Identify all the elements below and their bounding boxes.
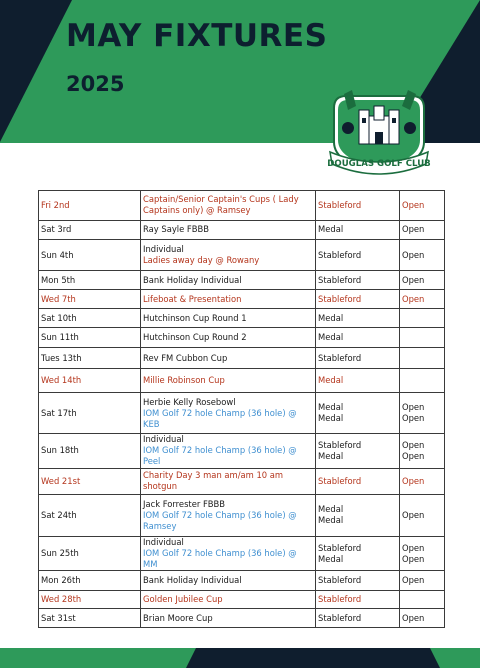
fixture-entry — [400, 369, 445, 393]
fixture-event-line: Golden Jubilee Cup — [143, 594, 223, 605]
fixture-date: Sat 24th — [39, 494, 141, 536]
fixture-event-line: Captain/Senior Captain's Cups ( Lady Captains only) @ Ramsey — [143, 194, 299, 216]
fixture-date: Wed 21st — [39, 468, 141, 494]
fixture-format-value: Stableford — [318, 249, 362, 260]
table-row — [39, 590, 445, 608]
fixture-format-value: Stableford — [318, 594, 362, 605]
fixture-entry-value: Open — [402, 612, 425, 623]
fixture-format-value: Stableford — [318, 274, 362, 285]
table-row — [39, 240, 445, 271]
fixture-entry — [400, 393, 445, 434]
fixture-entry-value: Open — [402, 439, 425, 450]
fixture-date: Sat 3rd — [39, 220, 141, 239]
fixture-date: Mon 5th — [39, 270, 141, 289]
fixture-format — [316, 434, 400, 469]
fixture-format — [316, 347, 400, 369]
fixture-entry — [400, 536, 445, 571]
fixture-format-value: Medal — [318, 450, 344, 461]
fixture-date: Wed 14th — [39, 369, 141, 393]
fixture-event-line: Brian Moore Cup — [143, 612, 213, 623]
fixture-event-line: Individual — [143, 244, 184, 255]
fixture-event — [141, 393, 316, 434]
fixture-entry-value: Open — [402, 553, 425, 564]
fixture-event — [141, 571, 316, 590]
fixture-format-value: Medal — [318, 402, 344, 413]
fixture-entry-value: Open — [402, 509, 425, 520]
fixture-format-value: Stableford — [318, 612, 362, 623]
table-row — [39, 191, 445, 221]
page-year: 2025 — [66, 72, 125, 96]
table-row — [39, 536, 445, 571]
fixture-entry — [400, 328, 445, 347]
fixture-format — [316, 468, 400, 494]
fixture-format-value: Stableford — [318, 542, 362, 553]
fixture-format — [316, 290, 400, 308]
fixture-entry-value: Open — [402, 450, 425, 461]
fixture-event — [141, 468, 316, 494]
fixture-event — [141, 220, 316, 239]
table-row — [39, 468, 445, 494]
fixture-event — [141, 328, 316, 347]
fixture-format-value: Stableford — [318, 439, 362, 450]
fixture-event-line: Hutchinson Cup Round 1 — [143, 312, 247, 323]
fixture-event-line: Ray Sayle FBBB — [143, 224, 209, 235]
fixture-event-line: Bank Holiday Individual — [143, 575, 242, 586]
fixture-entry — [400, 270, 445, 289]
fixture-event — [141, 191, 316, 221]
fixture-entry — [400, 347, 445, 369]
fixture-entry-value: Open — [402, 249, 425, 260]
club-logo — [326, 90, 432, 180]
fixture-format — [316, 369, 400, 393]
fixture-event-line: Bank Holiday Individual — [143, 274, 242, 285]
fixture-format-value: Stableford — [318, 293, 362, 304]
fixture-entry — [400, 571, 445, 590]
fixture-event — [141, 308, 316, 327]
fixture-event-line: IOM Golf 72 hole Champ (36 hole) @ Peel — [143, 445, 297, 467]
table-row — [39, 434, 445, 469]
fixture-format-value: Stableford — [318, 352, 362, 363]
fixture-date: Wed 28th — [39, 590, 141, 608]
fixture-format-value: Medal — [318, 224, 344, 235]
fixture-entry-value: Open — [402, 274, 425, 285]
table-row — [39, 308, 445, 327]
fixture-event — [141, 434, 316, 469]
fixture-date: Sat 31st — [39, 609, 141, 628]
fixture-date: Fri 2nd — [39, 191, 141, 221]
fixture-entry-value: Open — [402, 542, 425, 553]
fixture-format-value: Medal — [318, 553, 344, 564]
fixture-format-value: Medal — [318, 375, 344, 386]
fixtures-table-wrap — [38, 190, 442, 628]
fixtures-body — [39, 191, 445, 628]
fixture-event-line: Individual — [143, 434, 184, 445]
fixture-format-value: Stableford — [318, 575, 362, 586]
fixture-date: Sun 25th — [39, 536, 141, 571]
fixture-entry — [400, 220, 445, 239]
fixture-event — [141, 609, 316, 628]
fixture-event — [141, 347, 316, 369]
table-row — [39, 494, 445, 536]
fixture-format — [316, 571, 400, 590]
fixture-entry — [400, 609, 445, 628]
fixture-format — [316, 536, 400, 571]
fixture-format-value: Medal — [318, 312, 344, 323]
table-row — [39, 393, 445, 434]
fixture-date: Sun 4th — [39, 240, 141, 271]
fixture-format — [316, 393, 400, 434]
fixture-event-line: Ladies away day @ Rowany — [143, 255, 260, 266]
table-row — [39, 369, 445, 393]
fixture-format — [316, 609, 400, 628]
fixture-entry-value: Open — [402, 293, 425, 304]
fixture-event — [141, 369, 316, 393]
fixture-date: Sat 10th — [39, 308, 141, 327]
fixture-entry-value: Open — [402, 575, 425, 586]
fixture-event — [141, 290, 316, 308]
fixture-entry-value: Open — [402, 224, 425, 235]
fixture-event — [141, 240, 316, 271]
table-row — [39, 290, 445, 308]
table-row — [39, 609, 445, 628]
fixture-format-value: Medal — [318, 515, 344, 526]
fixture-date: Sun 11th — [39, 328, 141, 347]
fixture-event-line: Lifeboat & Presentation — [143, 293, 242, 304]
fixture-date: Sat 17th — [39, 393, 141, 434]
fixture-event-line: IOM Golf 72 hole Champ (36 hole) @ Ramsey — [143, 509, 297, 531]
fixture-entry — [400, 308, 445, 327]
fixture-format — [316, 328, 400, 347]
table-row — [39, 220, 445, 239]
fixture-entry-value: Open — [402, 402, 425, 413]
fixture-entry — [400, 240, 445, 271]
table-row — [39, 347, 445, 369]
fixture-entry — [400, 290, 445, 308]
fixture-event-line: Hutchinson Cup Round 2 — [143, 332, 247, 343]
fixture-date: Mon 26th — [39, 571, 141, 590]
table-row — [39, 328, 445, 347]
fixture-entry-value: Open — [402, 413, 425, 424]
fixture-event — [141, 536, 316, 571]
logo-text: DOUGLAS GOLF CLUB — [327, 159, 431, 169]
fixture-entry — [400, 494, 445, 536]
fixture-format — [316, 590, 400, 608]
fixture-event-line: Rev FM Cubbon Cup — [143, 352, 228, 363]
fixture-entry — [400, 191, 445, 221]
fixture-format — [316, 220, 400, 239]
fixture-format — [316, 308, 400, 327]
fixture-event-line: Herbie Kelly Rosebowl — [143, 396, 236, 407]
table-row — [39, 270, 445, 289]
fixture-event-line: IOM Golf 72 hole Champ (36 hole) @ MM — [143, 548, 297, 570]
fixture-event-line: Millie Robinson Cup — [143, 375, 225, 386]
fixture-format-value: Stableford — [318, 199, 362, 210]
fixture-format-value: Medal — [318, 413, 344, 424]
fixture-event — [141, 494, 316, 536]
table-row — [39, 571, 445, 590]
fixture-format — [316, 270, 400, 289]
fixture-date: Tues 13th — [39, 347, 141, 369]
fixture-entry — [400, 590, 445, 608]
fixtures-table — [38, 190, 445, 628]
fixture-event-line: IOM Golf 72 hole Champ (36 hole) @ KEB — [143, 407, 297, 429]
fixture-format — [316, 191, 400, 221]
fixture-date: Sun 18th — [39, 434, 141, 469]
fixture-entry-value: Open — [402, 199, 425, 210]
fixture-date: Wed 7th — [39, 290, 141, 308]
fixture-entry — [400, 434, 445, 469]
fixture-event-line: Individual — [143, 537, 184, 548]
fixture-format-value: Medal — [318, 504, 344, 515]
fixture-format — [316, 240, 400, 271]
fixture-format-value: Stableford — [318, 475, 362, 486]
fixture-event-line: Charity Day 3 man am/am 10 am shotgun — [143, 470, 284, 492]
fixture-event-line: Jack Forrester FBBB — [143, 498, 226, 509]
page-title: MAY FIXTURES — [66, 18, 328, 54]
fixture-entry-value: Open — [402, 475, 425, 486]
fixture-format — [316, 494, 400, 536]
fixture-event — [141, 590, 316, 608]
fixture-entry — [400, 468, 445, 494]
fixture-format-value: Medal — [318, 332, 344, 343]
fixture-event — [141, 270, 316, 289]
